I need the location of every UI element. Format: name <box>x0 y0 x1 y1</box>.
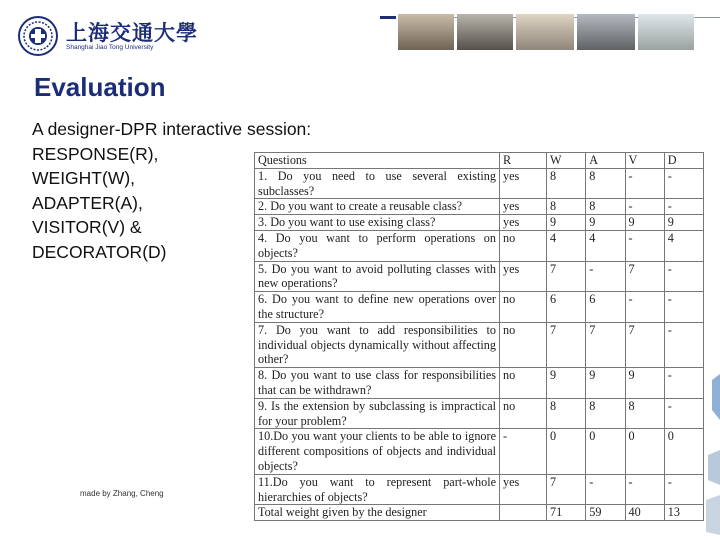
table-row <box>255 230 704 261</box>
weight-cell: 6 <box>547 292 586 323</box>
response-cell: no <box>500 398 547 429</box>
weight-cell: 9 <box>547 368 586 399</box>
table-row <box>255 199 704 215</box>
table-row <box>255 429 704 474</box>
adapter-cell: - <box>586 261 625 292</box>
question-cell: 5. Do you want to avoid polluting classes with new operations? <box>255 261 500 292</box>
question-cell: 2. Do you want to create a reusable class? <box>255 199 500 215</box>
visitor-cell: 7 <box>625 261 664 292</box>
visitor-cell: - <box>625 199 664 215</box>
response-cell: yes <box>500 474 547 505</box>
weight-cell: 8 <box>547 199 586 215</box>
evaluation-table <box>254 152 704 521</box>
adapter-cell: 9 <box>586 215 625 231</box>
visitor-cell: 7 <box>625 322 664 367</box>
description-line: WEIGHT(W), <box>32 168 136 188</box>
description-line: A designer-DPR interactive session: <box>32 119 312 139</box>
adapter-cell: - <box>586 474 625 505</box>
table-row <box>255 474 704 505</box>
adapter-cell: 0 <box>586 429 625 474</box>
weight-cell: 7 <box>547 261 586 292</box>
author-credit: made by Zhang, Cheng <box>80 489 164 498</box>
header-accent-bar <box>380 16 396 19</box>
visitor-cell: 9 <box>625 368 664 399</box>
column-header-v: V <box>625 153 664 169</box>
university-name-english: Shanghai Jiao Tong University <box>66 44 154 51</box>
question-cell: 1. Do you need to use several existing subclasses? <box>255 168 500 199</box>
weight-cell: 7 <box>547 322 586 367</box>
response-cell: no <box>500 230 547 261</box>
response-cell: - <box>500 429 547 474</box>
visitor-cell: - <box>625 230 664 261</box>
adapter-cell: 4 <box>586 230 625 261</box>
campus-photo-3 <box>516 14 574 50</box>
response-cell: yes <box>500 261 547 292</box>
response-cell: yes <box>500 199 547 215</box>
table-row <box>255 398 704 429</box>
campus-photo-1 <box>398 14 454 50</box>
decorator-cell: - <box>664 368 703 399</box>
description-line: ADAPTER(A), <box>32 192 143 213</box>
visitor-cell: - <box>625 292 664 323</box>
total-label-cell: Total weight given by the designer <box>255 505 500 521</box>
weight-cell: 7 <box>547 474 586 505</box>
weight-cell: 0 <box>547 429 586 474</box>
campus-photo-2 <box>457 14 513 50</box>
visitor-cell: - <box>625 168 664 199</box>
table-row <box>255 292 704 323</box>
question-cell: 4. Do you want to perform operations on objects? <box>255 230 500 261</box>
column-header-w: W <box>547 153 586 169</box>
weight-cell: 8 <box>547 168 586 199</box>
decorator-cell: - <box>664 474 703 505</box>
visitor-cell: 9 <box>625 215 664 231</box>
description-line: DECORATOR(D) <box>32 241 167 262</box>
table-row <box>255 261 704 292</box>
adapter-cell: 8 <box>586 199 625 215</box>
table-row <box>255 322 704 367</box>
visitor-cell: 8 <box>625 398 664 429</box>
question-cell: 9. Is the extension by subclassing is impractical for your problem? <box>255 398 500 429</box>
decorator-cell: - <box>664 199 703 215</box>
campus-photo-5 <box>638 14 694 50</box>
response-cell: yes <box>500 215 547 231</box>
question-cell: 3. Do you want to use exising class? <box>255 215 500 231</box>
decorator-cell: 4 <box>664 230 703 261</box>
table-row <box>255 215 704 231</box>
column-header-d: D <box>664 153 703 169</box>
adapter-total-cell: 59 <box>586 505 625 521</box>
decorator-cell: - <box>664 398 703 429</box>
decorator-cell: - <box>664 168 703 199</box>
response-cell: no <box>500 368 547 399</box>
table-row <box>255 168 704 199</box>
column-header-a: A <box>586 153 625 169</box>
question-cell: 6. Do you want to define new operations over the structure? <box>255 292 500 323</box>
question-cell: 8. Do you want to use class for responsibilities that can be withdrawn? <box>255 368 500 399</box>
response-cell: no <box>500 322 547 367</box>
question-cell: 10.Do you want your clients to be able to ignore different compositions of objects and individual objects? <box>255 429 500 474</box>
adapter-cell: 8 <box>586 398 625 429</box>
visitor-cell: 0 <box>625 429 664 474</box>
decorator-cell: - <box>664 292 703 323</box>
slide-header <box>0 0 720 62</box>
adapter-cell: 9 <box>586 368 625 399</box>
response-cell <box>500 505 547 521</box>
weight-cell: 8 <box>547 398 586 429</box>
response-cell: yes <box>500 168 547 199</box>
university-name-chinese: 上海交通大學 <box>66 20 198 45</box>
description-line: VISITOR(V) & <box>32 217 142 237</box>
response-cell: no <box>500 292 547 323</box>
table-total-row <box>255 505 704 521</box>
adapter-cell: 7 <box>586 322 625 367</box>
table-header-row <box>255 153 704 169</box>
decorator-cell: 0 <box>664 429 703 474</box>
university-seal-icon <box>18 16 58 56</box>
question-cell: 11.Do you want to represent part-whole hierarchies of objects? <box>255 474 500 505</box>
question-cell: 7. Do you want to add responsibilities to individual objects dynamically without affecting other? <box>255 322 500 367</box>
column-header-questions: Questions <box>255 153 500 169</box>
visitor-total-cell: 40 <box>625 505 664 521</box>
campus-photo-4 <box>577 14 635 50</box>
visitor-cell: - <box>625 474 664 505</box>
description-line: RESPONSE(R), <box>32 143 159 164</box>
decorator-cell: - <box>664 322 703 367</box>
decorator-cell: 9 <box>664 215 703 231</box>
weight-total-cell: 71 <box>547 505 586 521</box>
decorator-cell: - <box>664 261 703 292</box>
adapter-cell: 8 <box>586 168 625 199</box>
table-row <box>255 368 704 399</box>
slide-title: Evaluation <box>34 72 166 102</box>
column-header-r: R <box>500 153 547 169</box>
decorator-total-cell: 13 <box>664 505 703 521</box>
weight-cell: 9 <box>547 215 586 231</box>
weight-cell: 4 <box>547 230 586 261</box>
adapter-cell: 6 <box>586 292 625 323</box>
